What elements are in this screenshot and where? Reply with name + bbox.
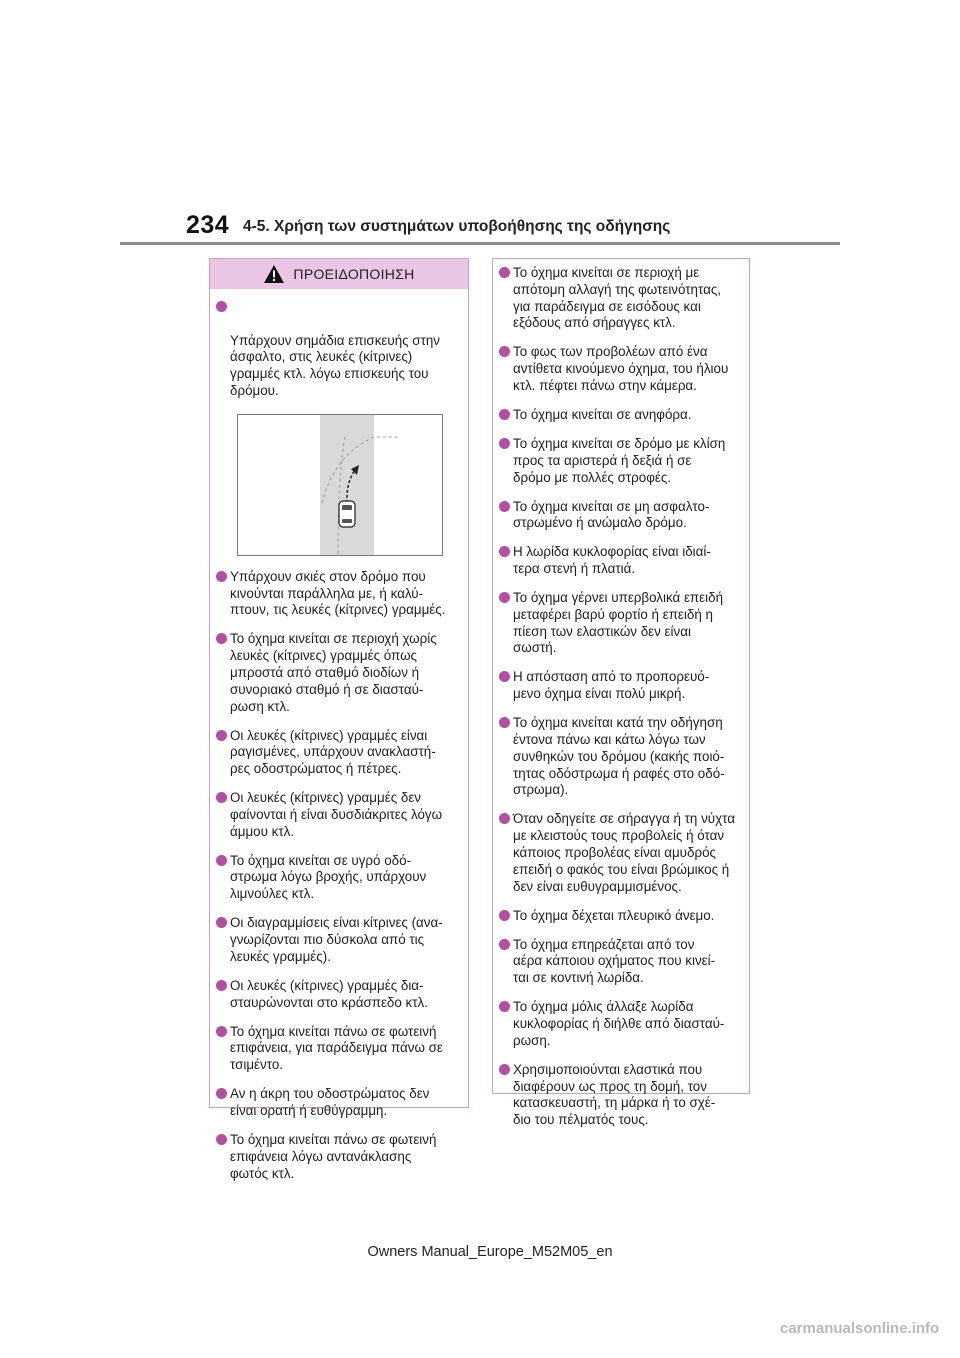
vehicle-icon <box>339 501 355 527</box>
bullet-icon <box>499 671 510 682</box>
bullet-icon <box>499 438 510 449</box>
list-item-text: Υπάρχουν σκιές στον δρόμο που κινούνται παράλληλα με, ή καλύ- πτουν, τις λευκές (κίτρινες) γραμμές. <box>230 568 446 618</box>
bullet-icon <box>216 1026 227 1037</box>
list-item-text: Το όχημα κινείται σε δρόμο με κλίση προς τα αριστερά ή δεξιά ή σε δρόμο με πολλές στροφές. <box>513 435 726 485</box>
warning-triangle-icon <box>263 264 285 284</box>
bullet-icon <box>499 939 510 950</box>
page-header <box>0 0 960 250</box>
list-item <box>493 544 739 578</box>
bullet-icon <box>216 633 227 644</box>
list-item-text: Το όχημα κινείται σε μη ασφαλτο- στρωμένο ή ανώμαλο δρόμο. <box>513 498 710 531</box>
lane-illustration <box>237 414 443 556</box>
bullet-icon <box>499 910 510 921</box>
list-item-text: Το όχημα κινείται σε ανηφόρα. <box>513 406 692 422</box>
list-item <box>210 853 458 903</box>
bullet-icon <box>499 1064 510 1075</box>
bullet-icon <box>499 592 510 603</box>
list-item-text: Όταν οδηγείτε σε σήραγγα ή τη νύχτα με κλειστούς τους προβολείς ή όταν κάποιος προβολέας είναι αμυδρός επειδή ο φακός του είναι βρώμικος ή δεν είναι ευθυγραμμισμένος. <box>513 811 735 894</box>
bullet-icon <box>499 346 510 357</box>
list-item <box>493 344 739 394</box>
warning-box <box>209 258 469 1181</box>
bullet-icon <box>499 501 510 512</box>
bullet-icon <box>216 855 227 866</box>
list-item <box>210 978 458 1012</box>
list-item <box>493 999 739 1049</box>
bullet-icon <box>499 1001 510 1012</box>
bullet-icon <box>216 301 227 312</box>
list-item-text: Οι λευκές (κίτρινες) γραμμές δεν φαίνονται ή είναι δυσδιάκριτες λόγω άμμου κτλ. <box>230 790 443 839</box>
list-item <box>493 715 739 799</box>
warning-list-top <box>210 289 468 400</box>
list-item-text: Το όχημα κινείται πάνω σε φωτεινή επιφάνεια λόγω αντανάκλασης φωτός κτλ. <box>230 1131 437 1181</box>
section-title: 4-5. Χρήση των συστημάτων υποβοήθησης της οδήγησης <box>243 218 671 235</box>
list-item <box>210 1024 458 1074</box>
list-item <box>210 631 458 715</box>
warning-list-bottom <box>210 569 468 1183</box>
list-item-text: Η απόσταση από το προπορευό- μενο όχημα είναι πολύ μικρή. <box>513 669 710 702</box>
list-item <box>210 1132 458 1182</box>
warning-title: ΠΡΟΕΙΔΟΠΟΙΗΣΗ <box>293 266 415 282</box>
list-item <box>493 669 739 703</box>
list-item <box>493 1062 739 1129</box>
list-item-text: Το όχημα δέχεται πλευρικό άνεμο. <box>513 907 715 923</box>
bullet-icon <box>216 1134 227 1145</box>
list-item <box>210 299 458 400</box>
list-item <box>493 937 739 987</box>
list-item-text: Το όχημα μόλις άλλαξε λωρίδα κυκλοφορίας ή διήλθε από διασταύ- ρωση. <box>513 999 725 1048</box>
page-number: 234 <box>186 211 230 239</box>
list-item-text: Το όχημα επηρεάζεται από τον αέρα κάποιου οχήματος που κινεί- ται σε κοντινή λωρίδα. <box>513 936 716 986</box>
list-item <box>210 915 458 965</box>
list-item <box>493 908 739 925</box>
list-item <box>493 407 739 424</box>
list-item-text: Υπάρχουν σημάδια επισκευής στην άσφαλτο, στις λευκές (κίτρινες) γραμμές κτλ. λόγω επισκευής του δρόμου. <box>230 332 441 398</box>
list-item <box>493 499 739 533</box>
list-item-text: Χρησιμοποιούνται ελαστικά που διαφέρουν ως προς τη δομή, τον κατασκευαστή, τη μάρκα ή το σχέ- διο του πέλματός τους. <box>513 1061 716 1128</box>
list-item-text: Το όχημα κινείται κατά την οδήγηση έντονα πάνω και κάτω λόγω των συνθηκών του δρόμου (κακής ποιό- τητας οδόστρωμα ή ραφές στο οδό- στρωμα). <box>513 715 725 798</box>
list-item <box>493 590 739 657</box>
list-item-text: Οι λευκές (κίτρινες) γραμμές είναι ραγισμένες, υπάρχουν ανακλαστή- ρες οδοστρώματος ή πέτρες. <box>230 727 436 777</box>
warning-header <box>210 259 468 289</box>
list-item-text: Το όχημα κινείται σε περιοχή με απότομη αλλαγή της φωτεινότητας, για παράδειγμα σε εισόδους και εξόδους από σήραγγες κτλ. <box>513 265 721 331</box>
list-item-text: Οι λευκές (κίτρινες) γραμμές δια- σταυρώνονται στο κράσπεδο κτλ. <box>230 977 428 1010</box>
bullet-icon <box>216 917 227 928</box>
list-item <box>493 811 739 895</box>
list-item-text: Το όχημα γέρνει υπερβολικά επειδή μεταφέρει βαρύ φορτίο ή επειδή η πίεση των ελαστικών δεν είναι σωστή. <box>513 590 724 656</box>
bullet-icon <box>499 813 510 824</box>
list-item-text: Η λωρίδα κυκλοφορίας είναι ιδιαί- τερα στενή ή πλατιά. <box>513 544 711 577</box>
list-item <box>210 728 458 778</box>
list-item <box>210 569 458 619</box>
footer-text: Owners Manual_Europe_M52M05_en <box>367 1244 613 1260</box>
bullet-icon <box>216 571 227 582</box>
list-item-text: Το φως των προβολέων από ένα αντίθετα κινούμενο όχημα, του ήλιου κτλ. πέφτει πάνω στην κάμερα. <box>513 344 729 393</box>
list-item <box>210 1086 458 1120</box>
list-item-text: Το όχημα κινείται πάνω σε φωτεινή επιφάνεια, για παράδειγμα πάνω σε τσιμέντο. <box>230 1023 443 1073</box>
list-item <box>493 265 739 332</box>
bullet-icon <box>216 1088 227 1099</box>
list-item-text: Αν η άκρη του οδοστρώματος δεν είναι ορατή ή ευθύγραμμη. <box>230 1086 430 1118</box>
list-item-text: Το όχημα κινείται σε περιοχή χωρίς λευκές (κίτρινες) γραμμές όπως μπροστά από σταθμό διοδίων ή συνοριακό σταθμό ή σε διασταύ- ρωση κτλ. <box>230 631 437 714</box>
warning-list-right <box>493 259 749 1129</box>
header-rule <box>120 242 840 245</box>
bullet-icon <box>216 980 227 991</box>
bullet-icon <box>499 546 510 557</box>
list-item <box>210 790 458 840</box>
list-item-text: Οι διαγραμμίσεις είναι κίτρινες (ανα- γνωρίζονται πιο δύσκολα από τις λευκές γραμμές). <box>230 915 443 964</box>
list-item-text: Το όχημα κινείται σε υγρό οδό- στρωμα λόγω βροχής, υπάρχουν λιμνούλες κτλ. <box>230 852 427 902</box>
bullet-icon <box>216 792 227 803</box>
watermark: carmanualsonline.info <box>780 1320 940 1337</box>
bullet-icon <box>499 409 510 420</box>
bullet-icon <box>216 730 227 741</box>
bullet-icon <box>499 717 510 728</box>
list-item <box>493 436 739 486</box>
warning-box-continued <box>492 258 750 1128</box>
lane-diagram <box>238 415 442 555</box>
bullet-icon <box>499 267 510 278</box>
